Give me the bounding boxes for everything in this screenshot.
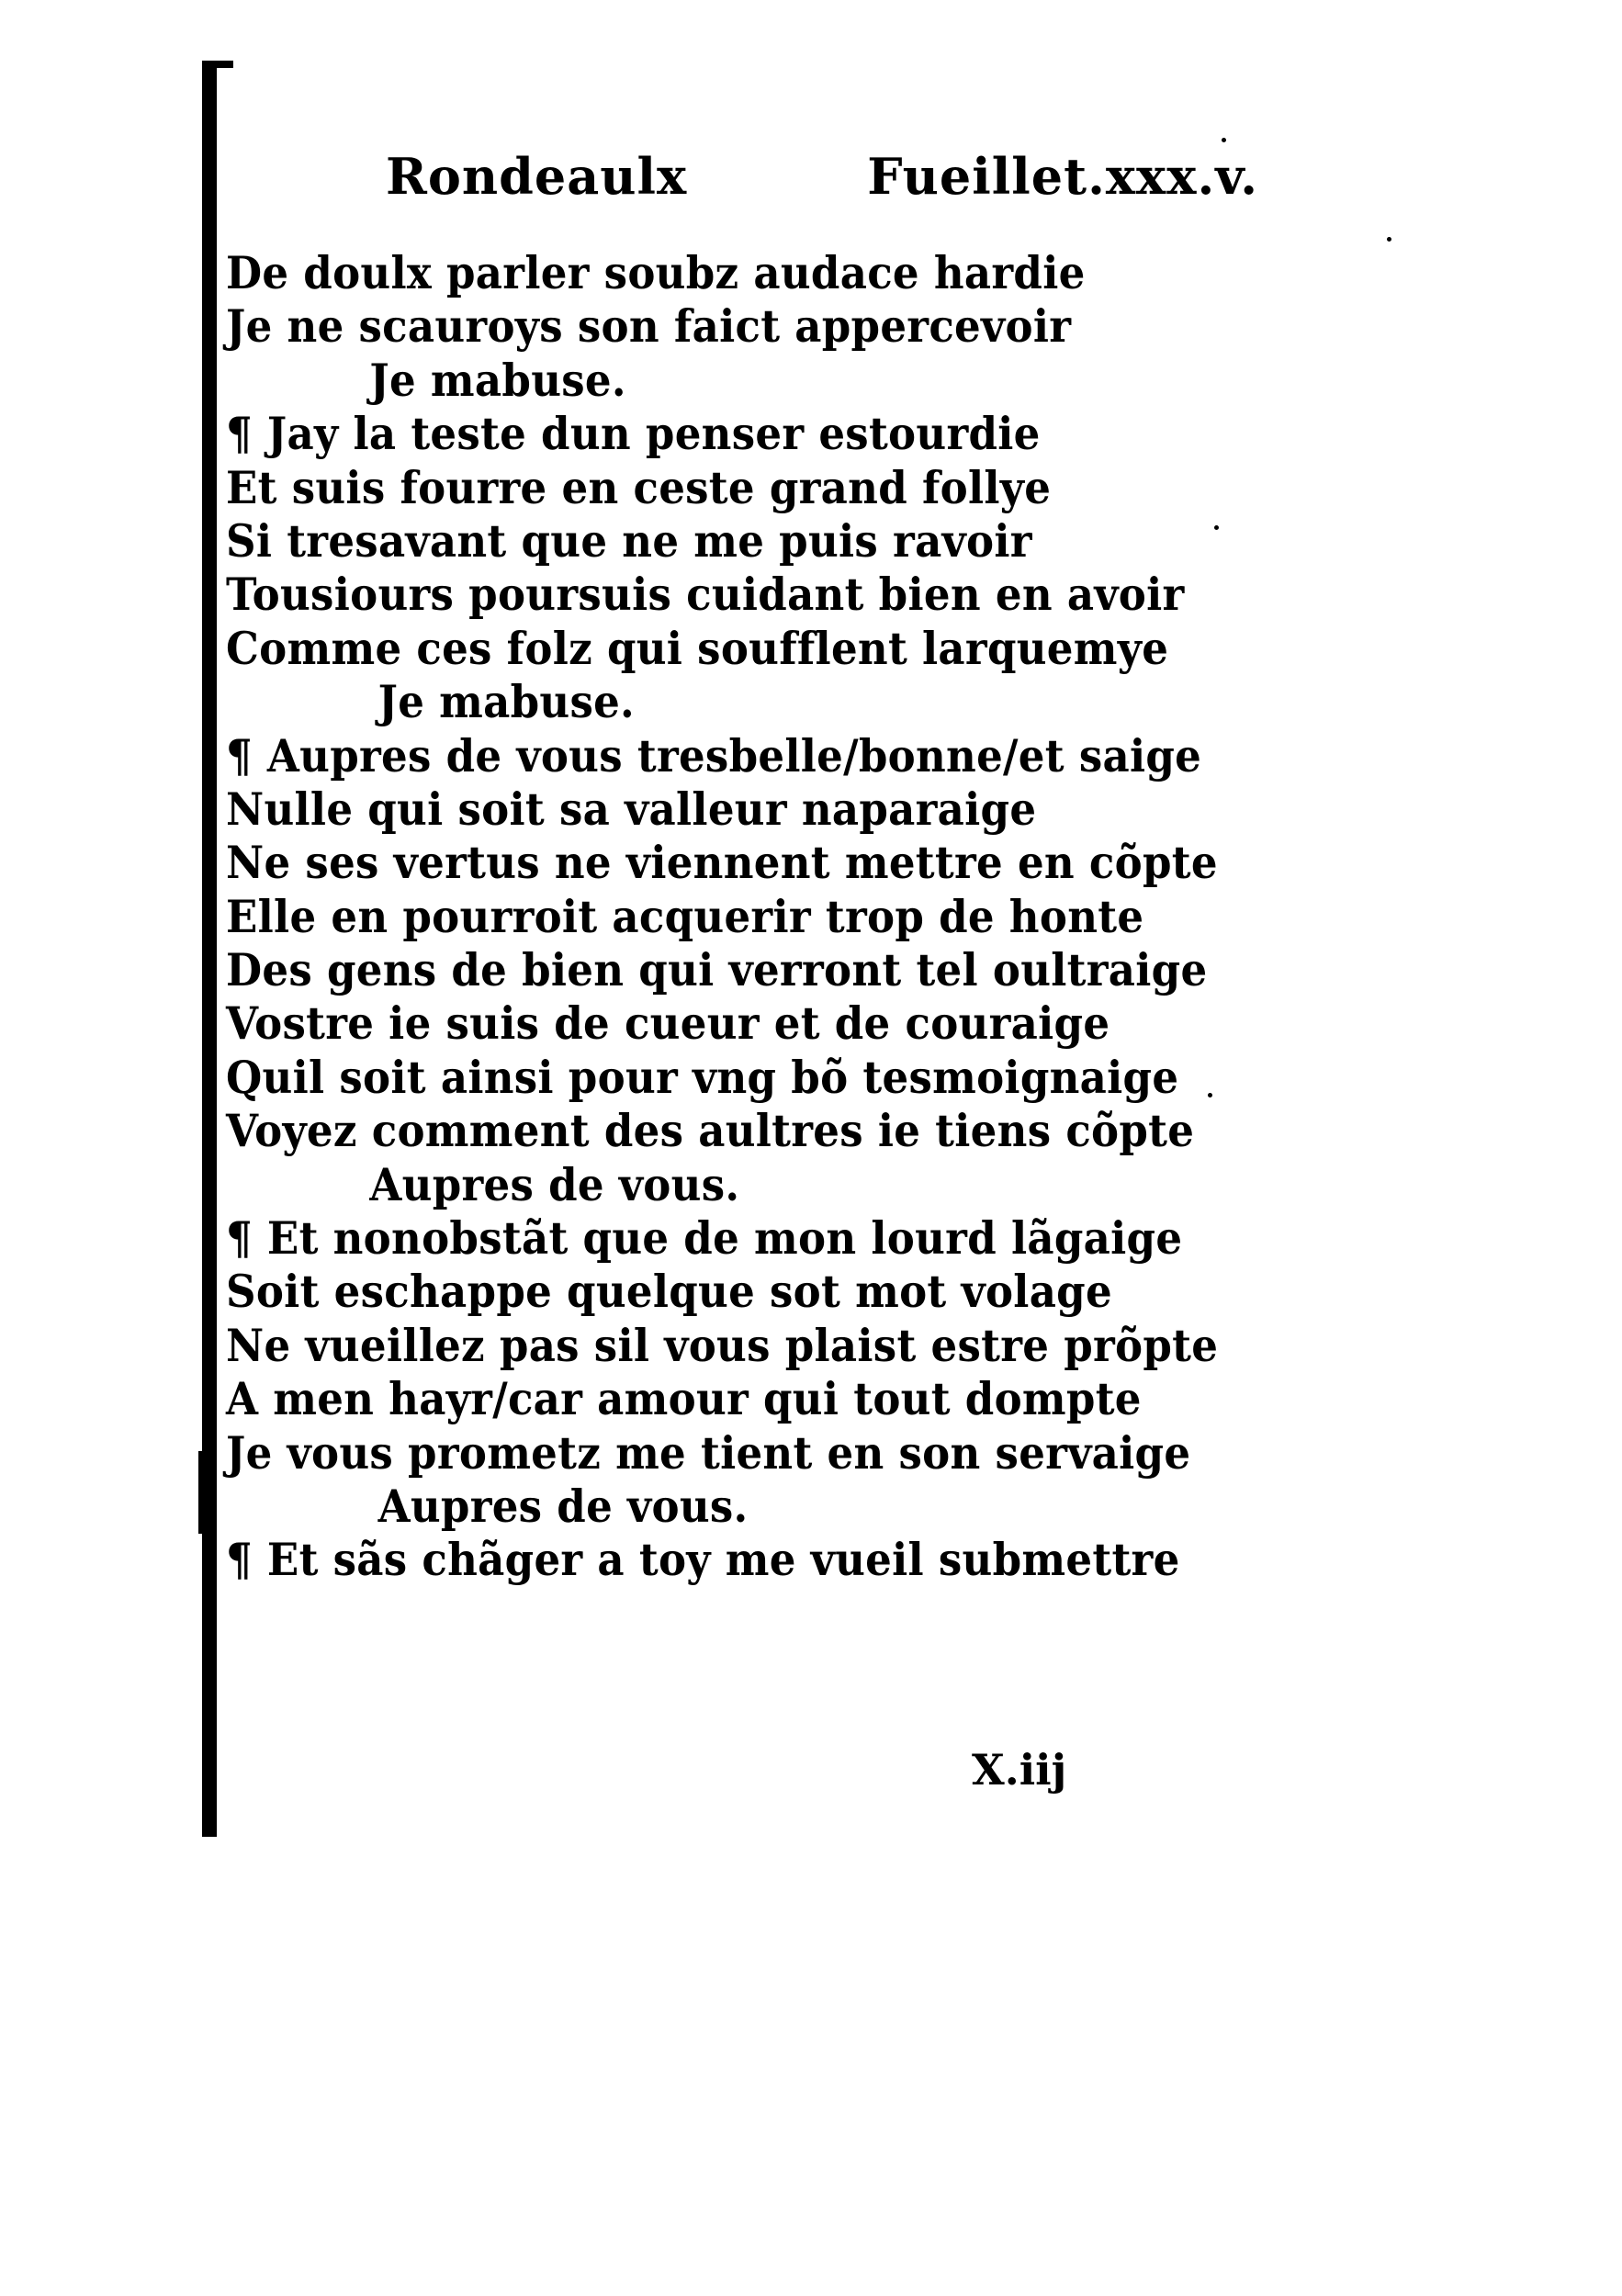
verse-line: Ne ses vertus ne viennent mettre en cõpte <box>226 836 1218 890</box>
ink-speck <box>1387 237 1391 242</box>
verse-line: ¶ Jay la teste dun penser estourdie <box>226 407 1041 461</box>
folio-number: Fueillet.xxx.v. <box>867 147 1258 206</box>
refrain-line: Aupres de vous. <box>369 1157 740 1211</box>
ink-speck <box>1214 525 1219 530</box>
verse-line: ¶ Et sãs chãger a toy me vueil submettre <box>226 1533 1180 1587</box>
verse-line: Soit eschappe quelque sot mot volage <box>226 1265 1112 1319</box>
verse-line: Comme ces folz qui soufflent larquemye <box>226 621 1169 675</box>
signature-mark: X.iij <box>972 1745 1067 1795</box>
verse-line: Je vous prometz me tient en son servaige <box>226 1425 1191 1480</box>
verse-line: ¶ Et nonobstãt que de mon lourd lãgaige <box>226 1211 1183 1266</box>
ink-speck <box>1222 138 1226 142</box>
rondeau-text <box>226 246 1273 1587</box>
binding-edge <box>202 64 217 1837</box>
page-header <box>386 147 1258 220</box>
running-head: Rondeaulx <box>386 147 688 206</box>
verse-line: A men hayr/car amour qui tout dompte <box>226 1372 1142 1426</box>
verse-line: Elle en pourroit acquerir trop de honte <box>226 889 1144 943</box>
refrain-line: Je mabuse. <box>377 675 636 729</box>
verse-line: Des gens de bien qui verront tel oultraige <box>226 943 1208 997</box>
verse-line: ¶ Aupres de vous tresbelle/bonne/et saige <box>226 728 1202 782</box>
refrain-line: Aupres de vous. <box>377 1479 749 1533</box>
verse-line: De doulx parler soubz audace hardie <box>226 246 1086 299</box>
binding-edge-stub <box>198 1451 209 1534</box>
refrain-line: Je mabuse. <box>369 353 626 407</box>
verse-line: Si tresavant que ne me puis ravoir <box>226 513 1032 568</box>
verse-line: Quil soit ainsi pour vng bõ tesmoignaige <box>226 1050 1179 1104</box>
verse-line: Nulle qui soit sa valleur naparaige <box>226 782 1037 836</box>
verse-line: Ne vueillez pas sil vous plaist estre prõpte <box>226 1318 1219 1372</box>
verse-line: Vostre ie suis de cueur et de couraige <box>226 996 1110 1051</box>
verse-line: Tousiours poursuis cuidant bien en avoir <box>226 568 1185 622</box>
verse-line: Je ne scauroys son faict appercevoir <box>226 299 1072 354</box>
verse-line: Et suis fourre en ceste grand follye <box>226 460 1052 514</box>
ink-speck <box>1208 1093 1212 1097</box>
verse-line: Voyez comment des aultres ie tiens cõpte <box>226 1104 1195 1158</box>
